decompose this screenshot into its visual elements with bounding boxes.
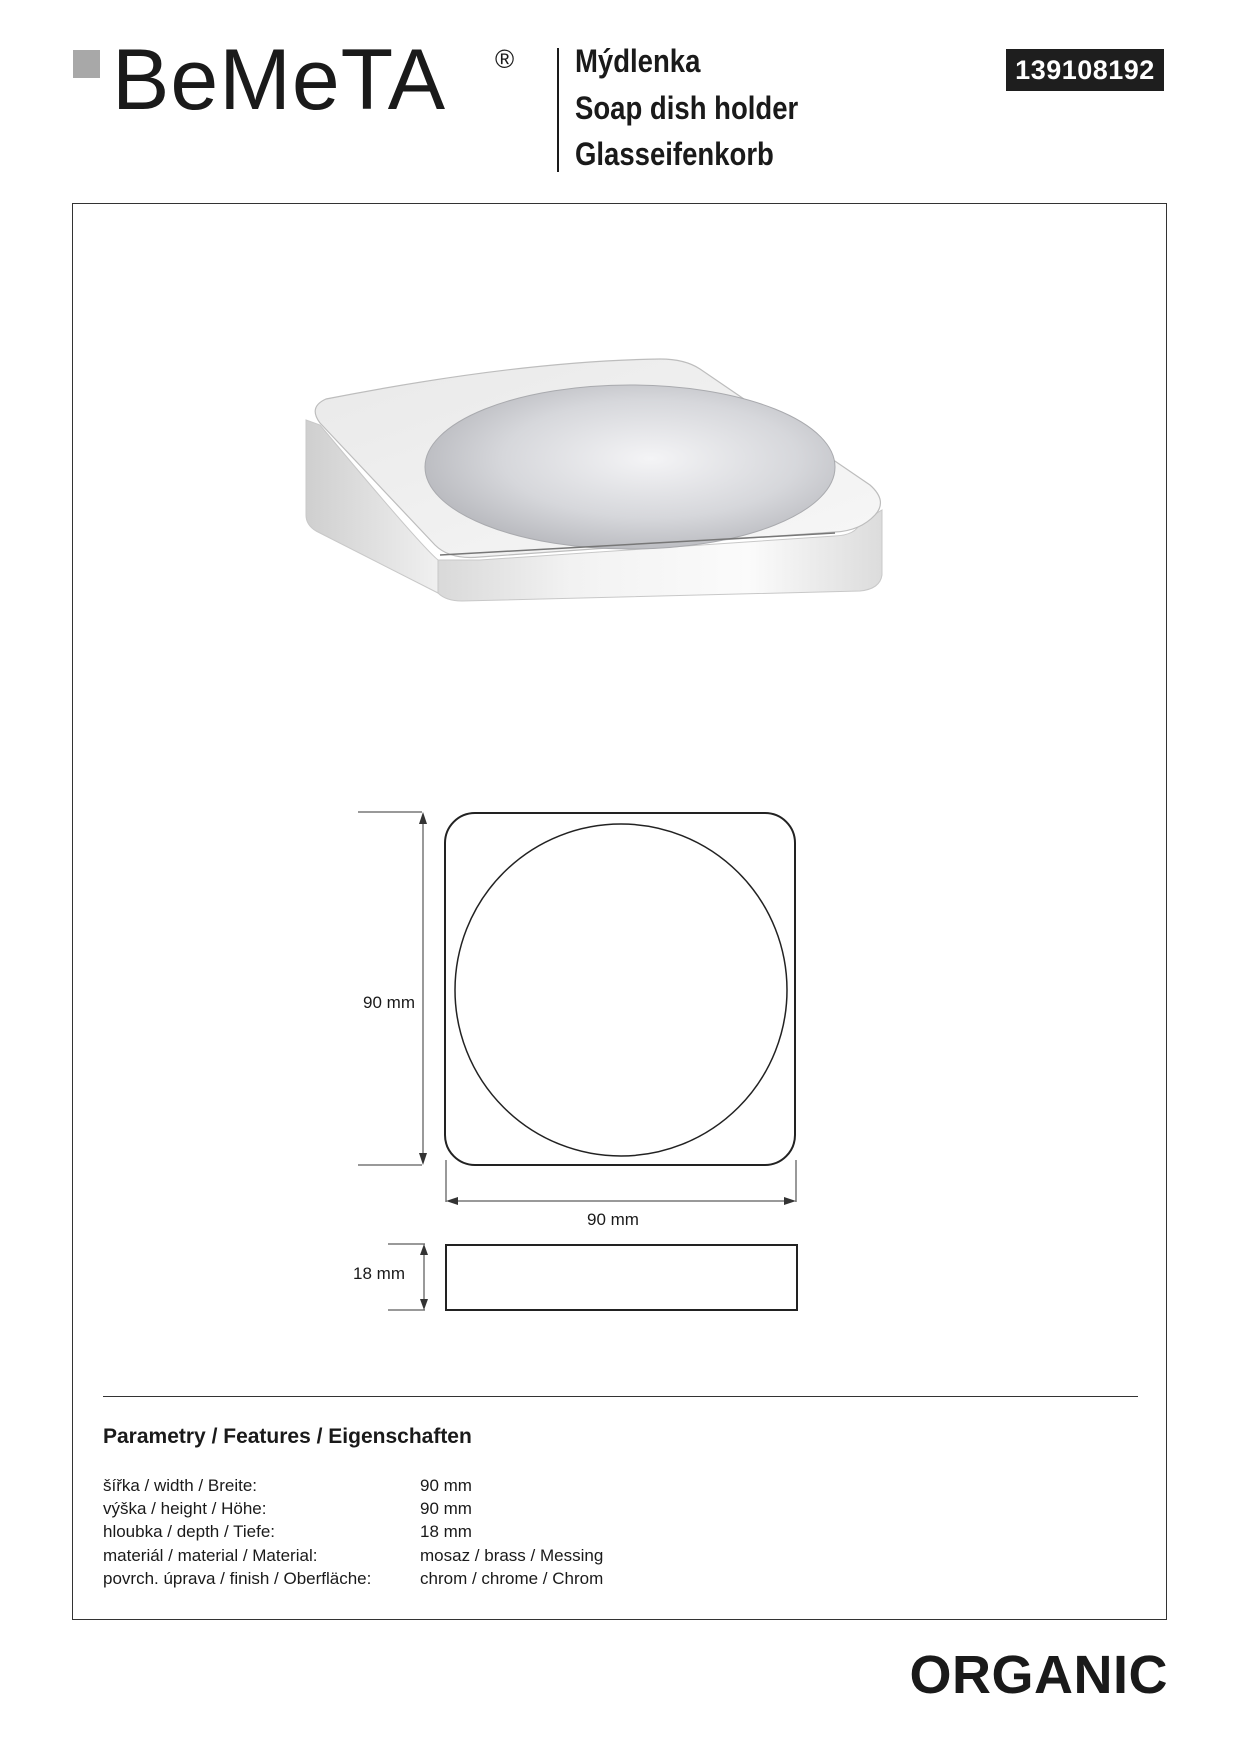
features-title: Parametry / Features / Eigenschaften [103,1425,472,1448]
feature-label: hloubka / depth / Tiefe: [103,1522,276,1541]
product-photo [290,355,910,675]
top-view-bowl [455,824,787,1156]
section-divider [103,1396,1138,1397]
top-view-outline [445,813,795,1165]
feature-value: chrom / chrome / Chrom [420,1569,604,1588]
feature-row-finish [103,1567,1103,1591]
logo-square-mark [73,50,100,78]
title-german: Glasseifenkorb [575,136,774,172]
feature-row-height [103,1497,1103,1521]
side-view-outline [446,1245,797,1310]
feature-row-depth [103,1520,1103,1544]
depth-dimension-label: 18 mm [353,1264,405,1283]
title-czech: Mýdlenka [575,43,701,79]
feature-value: mosaz / brass / Messing [420,1546,604,1565]
feature-row-width [103,1474,1103,1498]
product-code: 139108192 [1006,49,1164,91]
feature-label: šířka / width / Breite: [103,1476,257,1495]
feature-value: 18 mm [420,1522,472,1541]
registered-mark: ® [495,44,515,74]
feature-label: výška / height / Höhe: [103,1499,267,1518]
series-name: ORGANIC [909,1645,1168,1705]
header-divider [557,48,559,172]
feature-value: 90 mm [420,1499,472,1518]
feature-row-material [103,1544,1103,1568]
feature-value: 90 mm [420,1476,472,1495]
feature-label: materiál / material / Material: [103,1546,318,1565]
feature-label: povrch. úprava / finish / Oberfläche: [103,1569,372,1588]
technical-drawing [330,800,830,1320]
width-dimension-label: 90 mm [587,1210,639,1229]
brand-logo: BeMeTA [112,32,447,128]
title-english: Soap dish holder [575,90,799,126]
height-dimension-label: 90 mm [363,993,415,1012]
